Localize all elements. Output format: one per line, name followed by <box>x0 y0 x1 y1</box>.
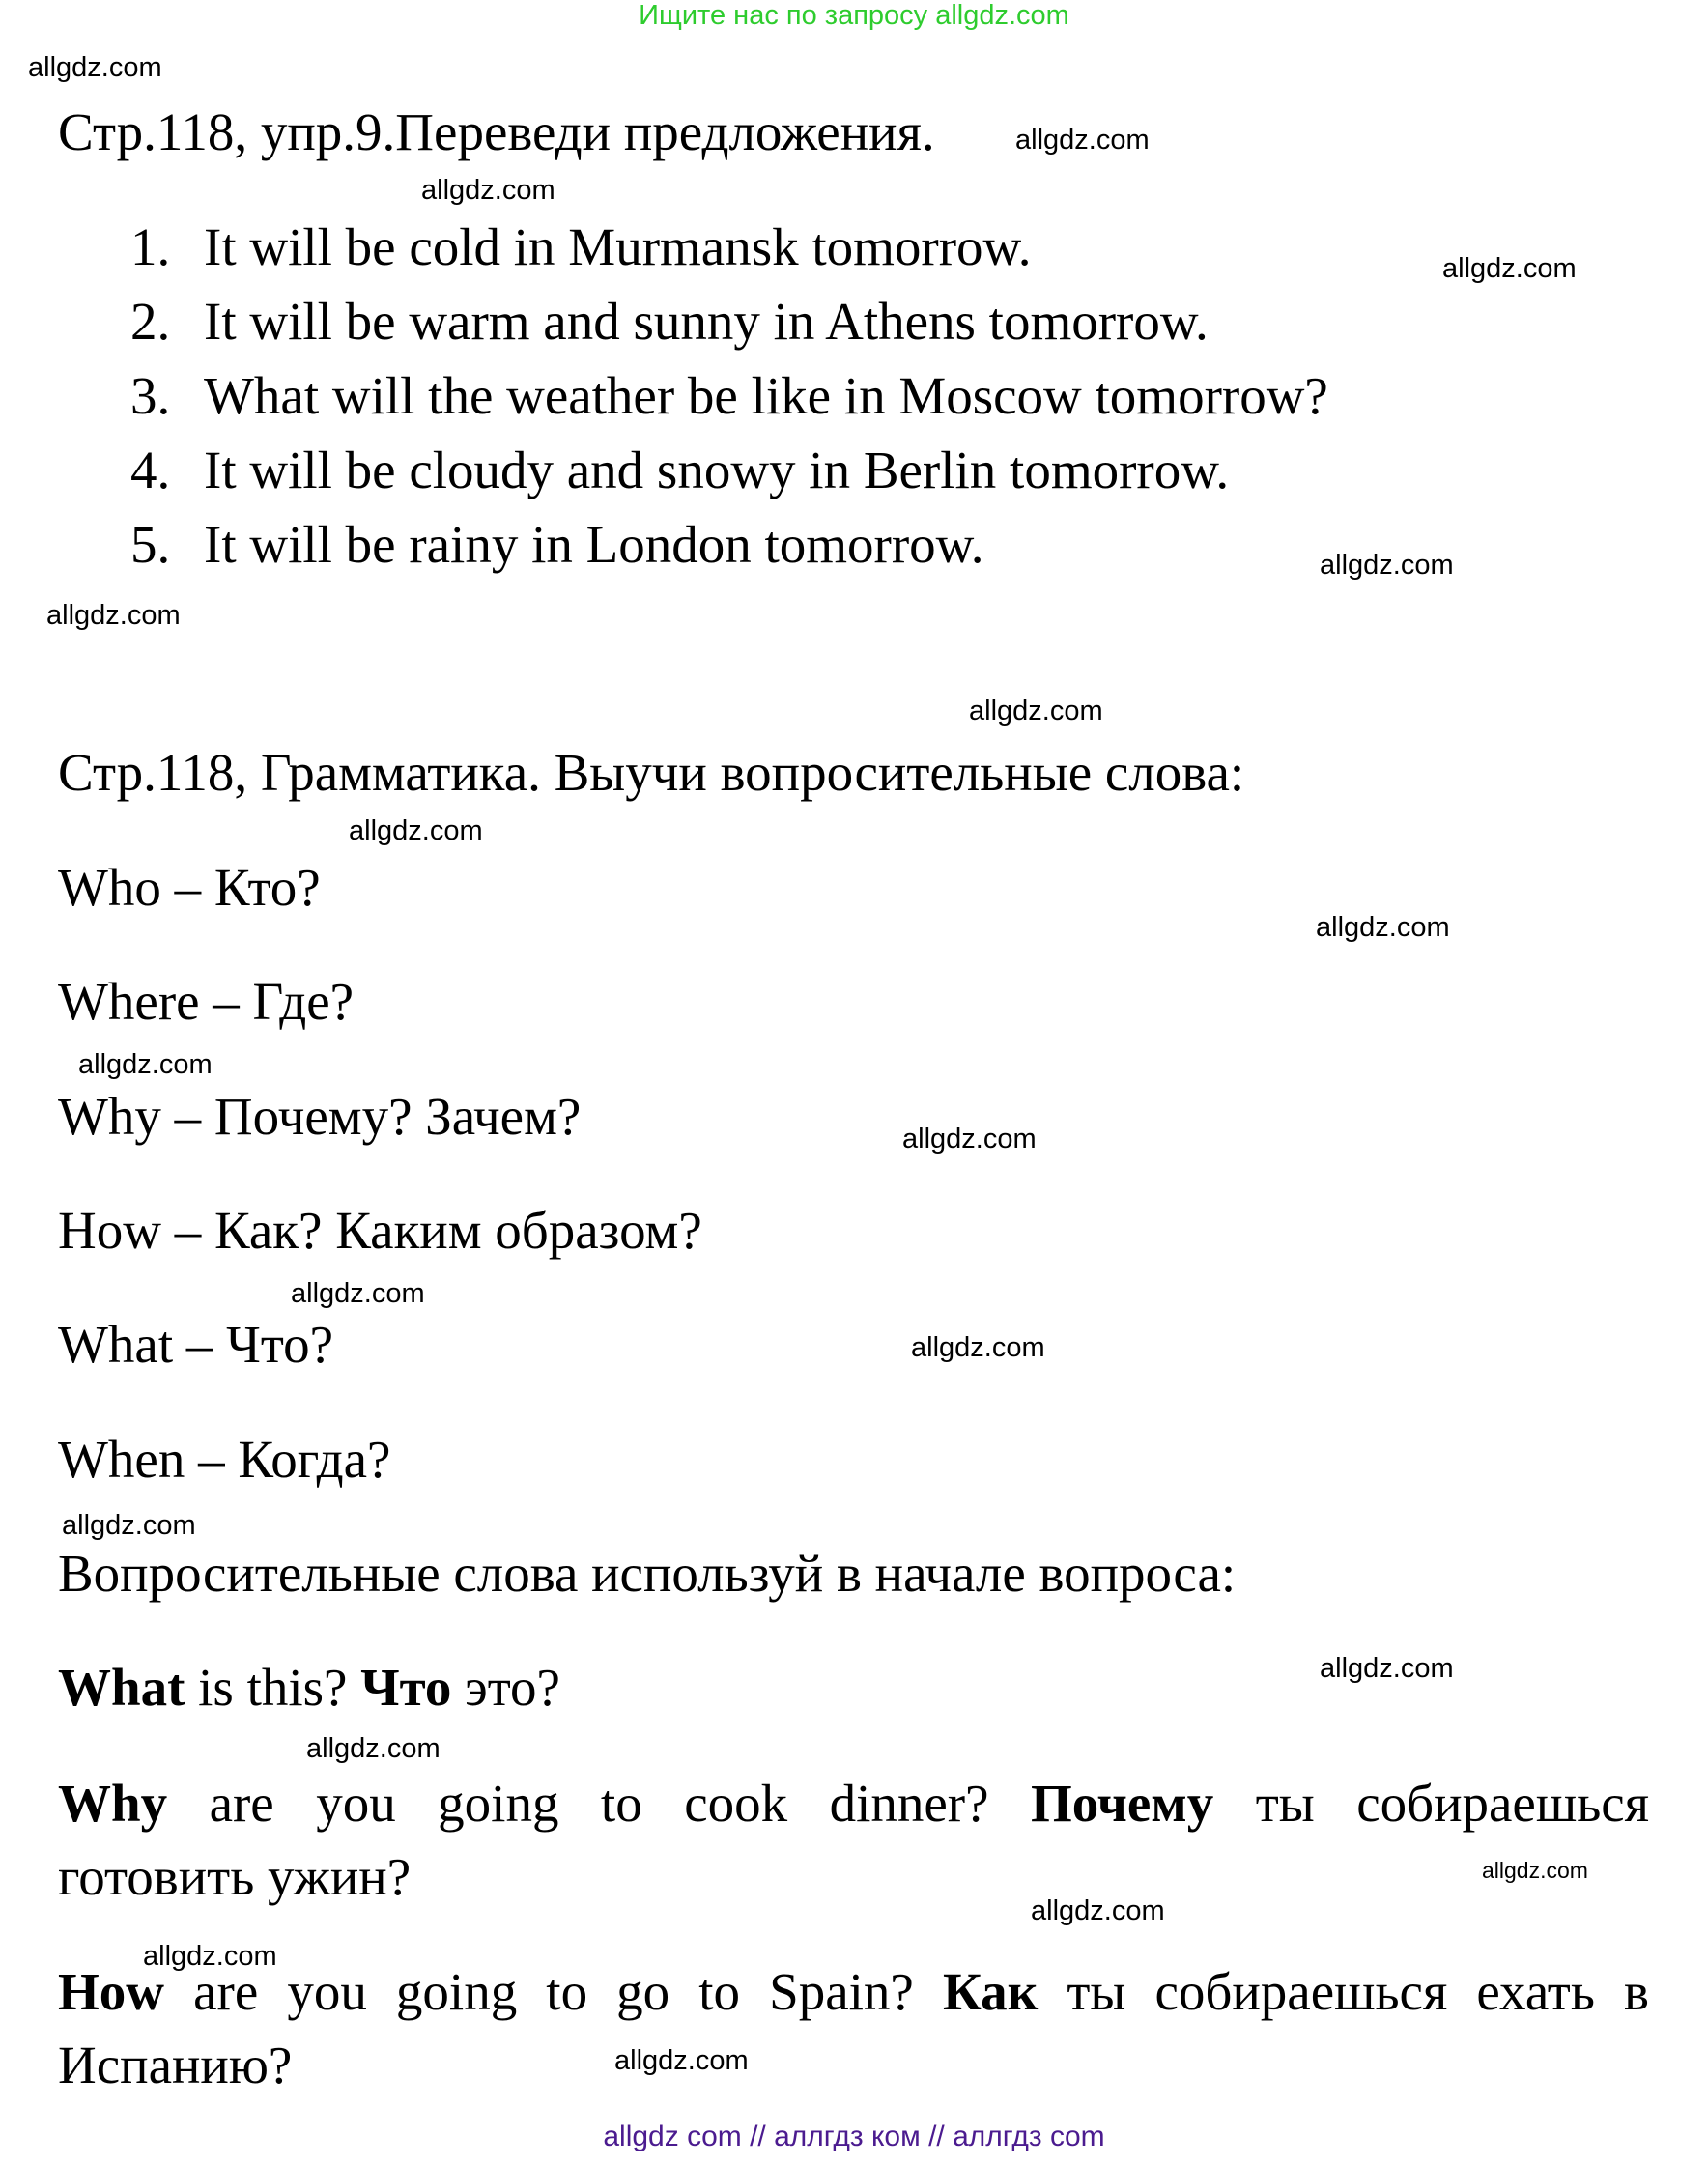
watermark: allgdz.com <box>28 52 162 83</box>
question-word: Where – Где? <box>58 972 355 1031</box>
watermark: allgdz.com <box>1482 1858 1588 1883</box>
watermark: allgdz.com <box>1320 1653 1454 1684</box>
item-number: 4. <box>130 441 171 499</box>
top-banner: Ищите нас по запросу allgdz.com <box>639 0 1069 31</box>
bold-word: Как <box>942 1962 1039 2021</box>
example-text: ты собираешься <box>1213 1774 1649 1833</box>
watermark: allgdz.com <box>46 600 181 631</box>
list-item <box>130 290 1209 354</box>
watermark: allgdz.com <box>291 1278 425 1309</box>
bold-word: How <box>58 1962 164 2021</box>
watermark: allgdz.com <box>349 815 483 846</box>
watermark: allgdz.com <box>62 1510 196 1541</box>
example-text: is this? <box>185 1658 361 1717</box>
question-word: How – Как? Каким образом? <box>58 1201 702 1260</box>
watermark: allgdz.com <box>1316 912 1450 943</box>
list-item <box>130 364 1328 428</box>
section2-heading: Стр.118, Грамматика. Выучи вопросительные слова: <box>58 743 1245 802</box>
item-number: 2. <box>130 292 171 351</box>
watermark: allgdz.com <box>306 1733 441 1764</box>
section1-heading: Стр.118, упр.9.Переведи предложения. <box>58 102 935 161</box>
watermark: allgdz.com <box>78 1049 213 1080</box>
watermark: allgdz.com <box>969 696 1103 726</box>
question-word: What – Что? <box>58 1315 334 1374</box>
watermark: allgdz.com <box>911 1332 1045 1363</box>
example-sentence <box>58 1772 1649 1836</box>
watermark: allgdz.com <box>1320 550 1454 581</box>
watermark: allgdz.com <box>1015 125 1150 156</box>
bold-word: What <box>58 1658 185 1717</box>
example-continuation: готовить ужин? <box>58 1847 412 1906</box>
example-continuation: Испанию? <box>58 2036 293 2094</box>
example-sentence <box>58 1656 560 1720</box>
item-text: It will be cold in Murmansk tomorrow. <box>204 217 1032 276</box>
example-text: are you going to go to Spain? <box>164 1962 943 2021</box>
item-text: It will be warm and sunny in Athens tomorrow. <box>204 292 1209 351</box>
list-item <box>130 439 1229 502</box>
watermark: allgdz.com <box>1442 253 1577 284</box>
question-word: Who – Кто? <box>58 858 321 917</box>
question-word: When – Когда? <box>58 1430 391 1489</box>
item-text: It will be rainy in London tomorrow. <box>204 515 984 574</box>
list-item <box>130 513 984 577</box>
footer-watermark: allgdz com // аллгдз ком // аллгдз com <box>603 2121 1105 2152</box>
list-item <box>130 215 1031 279</box>
example-sentence <box>58 1960 1649 2024</box>
watermark: allgdz.com <box>902 1124 1037 1154</box>
item-text: What will the weather be like in Moscow tomorrow? <box>204 366 1328 425</box>
watermark: allgdz.com <box>1031 1895 1165 1926</box>
example-text: ты собираешься ехать в <box>1038 1962 1649 2021</box>
bold-word: Почему <box>1030 1774 1214 1833</box>
item-number: 5. <box>130 515 171 574</box>
watermark: allgdz.com <box>421 175 555 206</box>
example-text: are you going to cook dinner? <box>167 1774 1031 1833</box>
bold-word: Что <box>360 1658 452 1717</box>
item-number: 3. <box>130 366 171 425</box>
example-text: это? <box>451 1658 560 1717</box>
bold-word: Why <box>58 1774 168 1833</box>
watermark: allgdz.com <box>143 1941 277 1972</box>
watermark: allgdz.com <box>614 2045 749 2076</box>
rule-text: Вопросительные слова используй в начале вопроса: <box>58 1544 1237 1603</box>
question-word: Why – Почему? Зачем? <box>58 1087 582 1146</box>
item-text: It will be cloudy and snowy in Berlin tomorrow. <box>204 441 1230 499</box>
item-number: 1. <box>130 217 171 276</box>
